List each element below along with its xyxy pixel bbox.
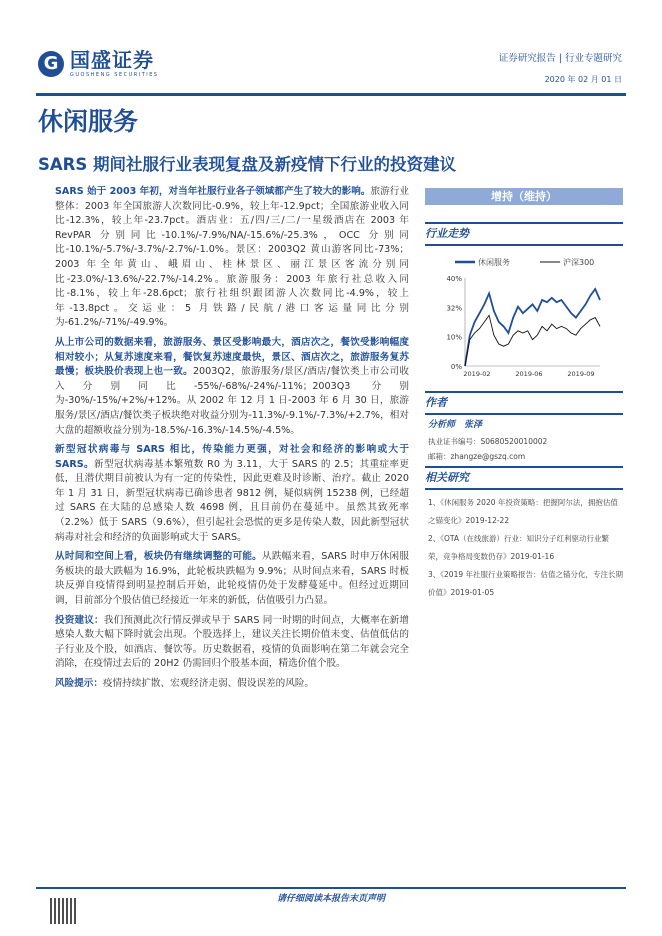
paragraph-text: 我们预测此次行情反弹或早于 SARS 同一时期的时间点，大概率在新增感染人数大幅下降时就会出现。个股选择上，建议关注长期价值未变、估值低估的子行业及个股，如酒店、餐饮等。历史数据看，疫情的负面影响在第二年就会完全消除，在疫情过去后的 20H2 仍需回归个股基本面，精选价值个股。	[55, 614, 410, 670]
paragraph	[55, 336, 409, 438]
legend-label: 沪深300	[563, 258, 595, 267]
analyst-email: 邮箱：zhangze@gszq.com	[428, 452, 526, 461]
paragraph-lead: 风险提示：	[55, 678, 103, 689]
paragraph-text: 2003Q2，旅游服务/景区/酒店/餐饮类上市公司收入分别同比-55%/-68%/-24%/-11%；2003Q3 分别为-30%/-15%/+2%/+12%。从 2002 年 12 月 1 日-2003 年 6 月 30 日，旅游服务/景区/酒店/餐饮类子板块绝对收益分别为-11.3%/-9.1%/-7.3%/+2.7%，相对大盘的超额收益分别为-18.5%/-16.3%/-14.5%/-4.5%。	[55, 366, 409, 436]
paragraph-lead: 新型冠状病毒与 SARS 相比，传染能力更强，对社会和经济的影响或大于 SARS。	[55, 444, 409, 470]
paragraph	[55, 550, 409, 608]
header-divider	[36, 93, 626, 96]
y-tick-label: 0%	[450, 363, 462, 371]
paragraph-lead: 投资建议：	[55, 614, 104, 626]
logo-name-en: GUOSHENG SECURITIES	[70, 72, 159, 78]
related-item[interactable]: 3、《2019 年社服行业策略报告：估值之锚分化，专注长期价值》2019-01-05	[428, 570, 623, 597]
sector-title: 休闲服务	[38, 107, 139, 136]
paragraph	[55, 185, 409, 331]
paragraph-lead: 从时间和空间上看，板块仍有继续调整的可能。	[55, 551, 263, 563]
x-tick-label: 2019-02	[463, 370, 491, 378]
series-line-csi300	[465, 315, 600, 366]
paragraph	[55, 614, 409, 672]
paragraph-text: 疫情持续扩散、宏观经济走弱、假设误差的风险。	[102, 678, 315, 689]
report-type: 证券研究报告 | 行业专题研究	[498, 53, 622, 64]
header-meta	[499, 52, 622, 85]
analyst-name: 分析师 张泽	[428, 420, 483, 430]
trend-chart	[425, 254, 625, 379]
analyst-cert: 执业证书编号：S0680520010002	[428, 437, 548, 446]
related-item[interactable]: 1、《休闲服务 2020 年投资策略：把握阿尔法，拥抱估值之锚变化》2019-12-22	[428, 498, 618, 525]
y-tick-label: 40%	[446, 275, 462, 283]
paragraph	[55, 677, 409, 692]
sidebar	[425, 188, 623, 602]
related-item[interactable]: 2、《OTA（在线旅游）行业：知识分子红利驱动行业繁荣，竞争格局变数仍存》2019-01-16	[428, 534, 610, 561]
series-line-leisure	[465, 289, 600, 366]
trend-heading: 行业走势	[425, 222, 623, 246]
paragraph-text: 新型冠状病毒基本繁殖数 R0 为 3.11，大于 SARS 的 2.5；其重症率更低，且潜伏期目前被认为有一定的传染性，因此更难及时诊断、治疗。截止 2020 年 1 月 31 日，新型冠状病毒已确诊患者 9812 例，疑似病例 15238 例，已经超过 SARS 在大陆的总感染人数 4698 例，且目前仍在蔓延中。虽然其致死率（2.2%）低于 SARS（9.6%），但引起社会恐慌的更多是传染人数，因此新型冠状病毒对社会和经济的负面影响或大于 SARS。	[55, 458, 409, 543]
logo-name-cn: 国盛证券	[70, 48, 154, 72]
y-tick-label: 32%	[446, 304, 462, 313]
legend-label: 休闲服务	[478, 258, 510, 267]
author-heading: 作者	[425, 391, 623, 415]
footer-disclaimer: 请仔细阅读本报告末页声明	[276, 894, 385, 904]
paragraph	[55, 443, 409, 545]
footer-divider	[36, 887, 626, 889]
logo-mark-icon: G	[38, 51, 64, 77]
paragraph-text: 旅游行业整体：2003 年全国旅游人次数同比-0.9%，较上年-12.9pct；全国旅游业收入同比-12.3%，较上年-23.7pct。酒店业：五/四/三/二/一星级酒店在 2003 年 RevPAR 分别同比-10.1%/-7.9%/NA/-15.6%/-25.3%，OCC 分别同比-10.1%/-5.7%/-3.7%/-2.7%/-1.0%。景区：2003Q2 黄山游客同比-73%；2003 年全年黄山、峨眉山、桂林景区、丽江景区客流分别同比-23.0%/-13.6%/-22.7%/-14.2%。旅游服务：2003 年旅行社总收入同比-8.1%，较上年-28.6pct；旅行社组织跟团游人次数同比-4.9%，较上年-13.8pct。交运业：5 月铁路/民航/港口客运量同比分别为-61.2%/-71%/-49.9%。	[55, 186, 409, 329]
paragraph-text: 从跌幅来看，SARS 时申万休闲服务板块的最大跌幅为 16.9%，此轮板块跌幅为 9.9%；从时间点来看，SARS 时板块反弹自疫情得到明显控制后开始，此轮疫情仍处于发酵蔓延中。但经过近期回调，目前部分个股估值已经接近一年来的新低，估值吸引力凸显。	[55, 551, 409, 607]
summary-body	[55, 185, 409, 697]
paragraph-lead: SARS 始于 2003 年初，对当年社服行业各子领域都产生了较大的影响。	[55, 186, 371, 197]
paragraph-lead: 从上市公司的数据来看，旅游服务、景区受影响最大，酒店次之，餐饮受影响幅度相对较小；从复苏速度来看，餐饮复苏速度最快，景区、酒店次之，旅游服务复苏最慢；板块股价表现上也一致。	[55, 336, 409, 378]
qr-code-icon	[50, 898, 76, 924]
y-tick-label: 10%	[446, 333, 462, 342]
related-heading: 相关研究	[425, 466, 623, 490]
report-date: 2020 年 02 月 01 日	[544, 75, 622, 84]
related-list	[425, 494, 623, 602]
rating-badge: 增持（维持）	[425, 188, 623, 205]
report-headline: SARS 期间社服行业表现复盘及新疫情下行业的投资建议	[38, 155, 456, 174]
company-logo	[38, 48, 159, 79]
x-tick-label: 2019-09	[567, 370, 595, 378]
x-tick-label: 2019-06	[515, 370, 543, 378]
